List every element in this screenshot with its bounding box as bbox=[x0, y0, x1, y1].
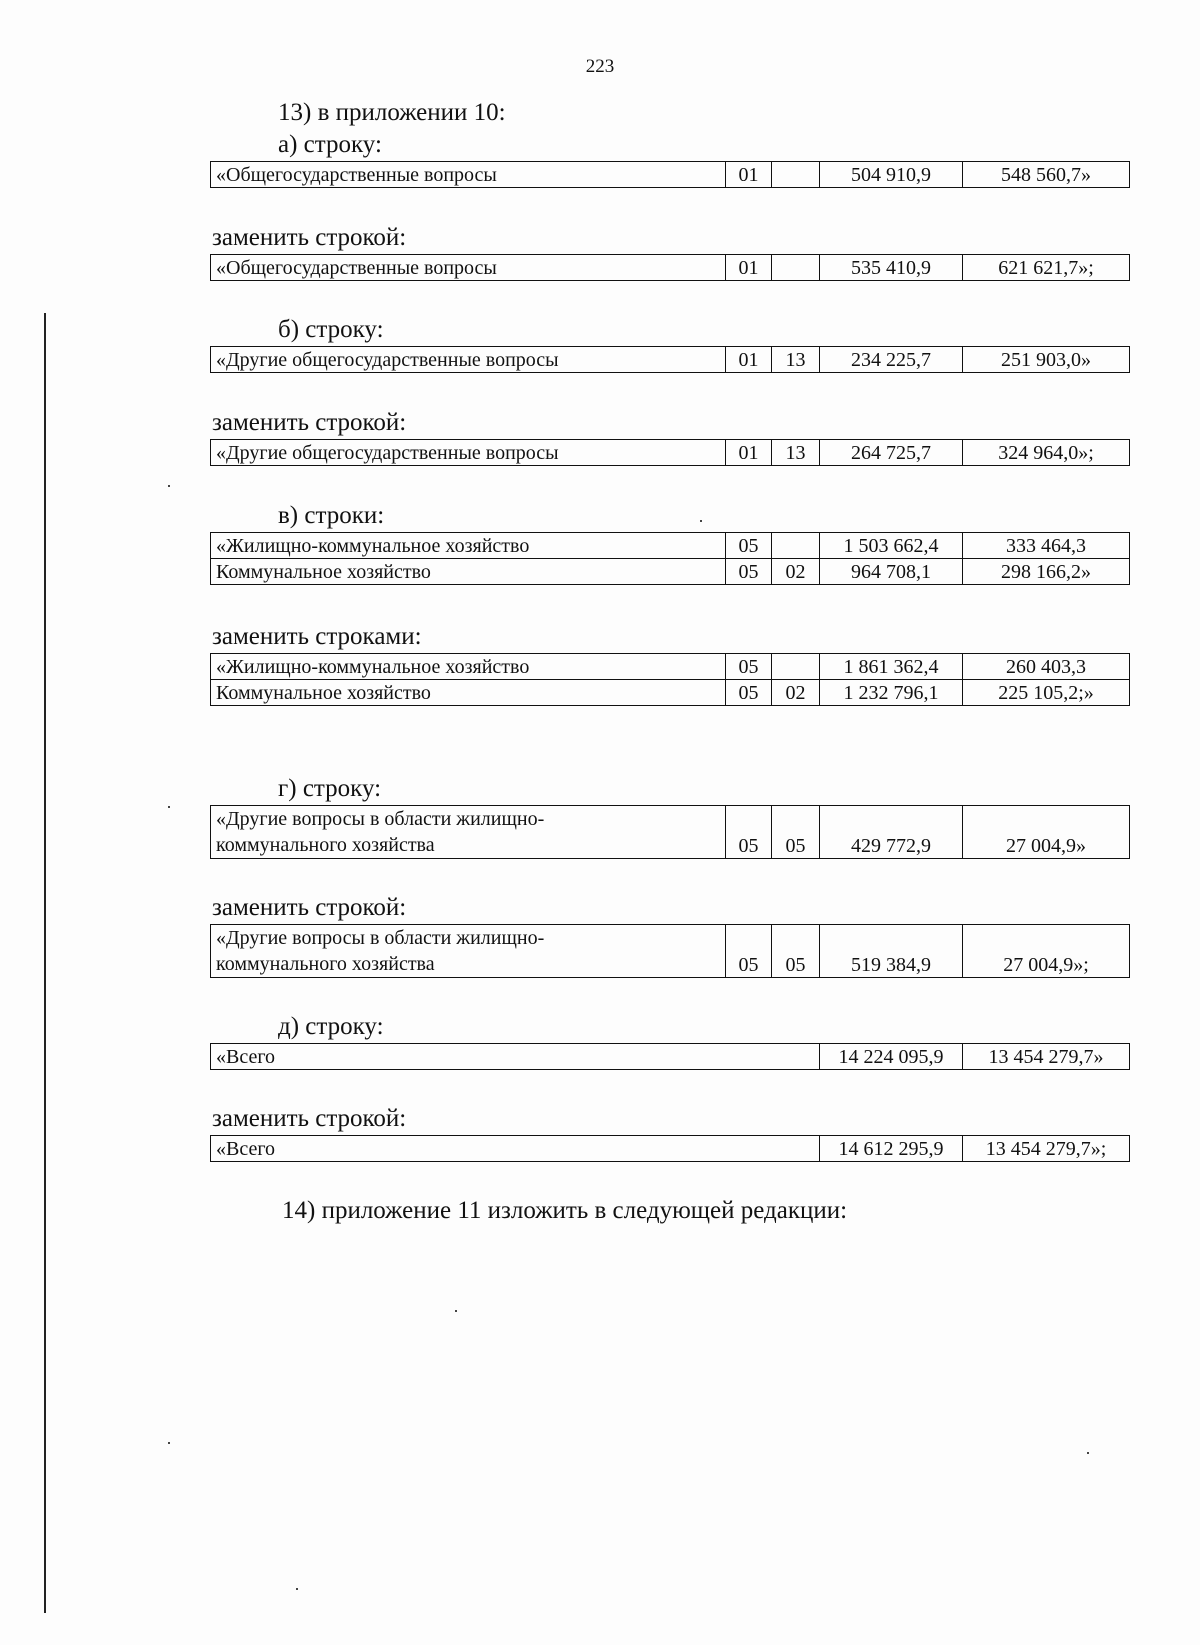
row-value-2: 225 105,2;» bbox=[963, 680, 1130, 706]
row-subsection: 05 bbox=[772, 925, 820, 978]
replace-a-label: заменить строкой: bbox=[212, 224, 407, 251]
replace-v-label: заменить строками: bbox=[212, 623, 422, 650]
subitem-g-label: г) строку: bbox=[278, 775, 382, 802]
table-row bbox=[211, 925, 1130, 978]
row-section: 01 bbox=[726, 255, 772, 281]
row-section: 05 bbox=[726, 654, 772, 680]
table-row bbox=[211, 162, 1130, 188]
row-section: 05 bbox=[726, 559, 772, 585]
row-section: 01 bbox=[726, 347, 772, 373]
table-v-new bbox=[210, 653, 1130, 706]
row-subsection: 05 bbox=[772, 806, 820, 859]
row-value-1: 519 384,9 bbox=[820, 925, 963, 978]
row-value-1: 264 725,7 bbox=[820, 440, 963, 466]
scan-speck bbox=[168, 806, 170, 808]
table-g-old bbox=[210, 805, 1130, 859]
row-name: «Жилищно-коммунальное хозяйство bbox=[211, 533, 726, 559]
row-section: 05 bbox=[726, 925, 772, 978]
row-value-2: 621 621,7»; bbox=[963, 255, 1130, 281]
row-name: «Общегосударственные вопросы bbox=[211, 162, 726, 188]
scan-speck bbox=[168, 485, 170, 487]
table-row bbox=[211, 680, 1130, 706]
row-name bbox=[211, 806, 726, 859]
row-section: 05 bbox=[726, 533, 772, 559]
row-name-line-1: «Другие вопросы в области жилищно- bbox=[216, 927, 545, 949]
row-value-2: 260 403,3 bbox=[963, 654, 1130, 680]
row-value-2: 13 454 279,7» bbox=[963, 1044, 1130, 1070]
row-subsection bbox=[772, 162, 820, 188]
scan-speck bbox=[700, 520, 702, 522]
row-value-1: 1 503 662,4 bbox=[820, 533, 963, 559]
row-value-2: 324 964,0»; bbox=[963, 440, 1130, 466]
table-row bbox=[211, 255, 1130, 281]
row-name-line-2: коммунального хозяйства bbox=[216, 834, 435, 856]
row-subsection bbox=[772, 654, 820, 680]
table-row bbox=[211, 533, 1130, 559]
page-number: 223 bbox=[585, 56, 615, 77]
row-value-2: 13 454 279,7»; bbox=[963, 1136, 1130, 1162]
table-row bbox=[211, 1136, 1130, 1162]
item-14-heading: 14) приложение 11 изложить в следующей редакции: bbox=[282, 1197, 848, 1224]
table-row bbox=[211, 654, 1130, 680]
row-subsection: 13 bbox=[772, 440, 820, 466]
table-b-new bbox=[210, 439, 1130, 466]
row-value-1: 14 224 095,9 bbox=[820, 1044, 963, 1070]
replace-g-label: заменить строкой: bbox=[212, 894, 407, 921]
subitem-v-label: в) строки: bbox=[278, 502, 385, 529]
item-13-heading: 13) в приложении 10: bbox=[278, 99, 506, 126]
table-a-new bbox=[210, 254, 1130, 281]
subitem-b-label: б) строку: bbox=[278, 316, 384, 343]
table-b-old bbox=[210, 346, 1130, 373]
scan-margin-line bbox=[44, 313, 46, 1613]
row-value-1: 964 708,1 bbox=[820, 559, 963, 585]
subitem-d-label: д) строку: bbox=[278, 1013, 384, 1040]
row-subsection: 02 bbox=[772, 559, 820, 585]
row-name: Коммунальное хозяйство bbox=[211, 559, 726, 585]
scan-speck bbox=[455, 1310, 457, 1312]
replace-d-label: заменить строкой: bbox=[212, 1105, 407, 1132]
scan-speck bbox=[168, 1442, 170, 1444]
row-value-2: 548 560,7» bbox=[963, 162, 1130, 188]
row-value-1: 535 410,9 bbox=[820, 255, 963, 281]
row-name: «Всего bbox=[211, 1044, 820, 1070]
table-row bbox=[211, 347, 1130, 373]
row-section: 01 bbox=[726, 440, 772, 466]
table-row bbox=[211, 806, 1130, 859]
scan-speck bbox=[1087, 1452, 1089, 1454]
table-d-new bbox=[210, 1135, 1130, 1162]
table-g-new bbox=[210, 924, 1130, 978]
row-name: «Другие общегосударственные вопросы bbox=[211, 440, 726, 466]
row-value-2: 251 903,0» bbox=[963, 347, 1130, 373]
row-subsection bbox=[772, 255, 820, 281]
row-value-1: 14 612 295,9 bbox=[820, 1136, 963, 1162]
row-section: 05 bbox=[726, 806, 772, 859]
row-name-line-2: коммунального хозяйства bbox=[216, 953, 435, 975]
table-d-old bbox=[210, 1043, 1130, 1070]
row-name-line-1: «Другие вопросы в области жилищно- bbox=[216, 808, 545, 830]
row-name: «Общегосударственные вопросы bbox=[211, 255, 726, 281]
row-name: «Жилищно-коммунальное хозяйство bbox=[211, 654, 726, 680]
row-subsection: 13 bbox=[772, 347, 820, 373]
row-value-2: 298 166,2» bbox=[963, 559, 1130, 585]
row-value-1: 1 232 796,1 bbox=[820, 680, 963, 706]
table-v-old bbox=[210, 532, 1130, 585]
row-subsection: 02 bbox=[772, 680, 820, 706]
row-value-2: 27 004,9»; bbox=[963, 925, 1130, 978]
row-section: 05 bbox=[726, 680, 772, 706]
row-name bbox=[211, 925, 726, 978]
table-a-old bbox=[210, 161, 1130, 188]
row-value-2: 333 464,3 bbox=[963, 533, 1130, 559]
row-value-1: 1 861 362,4 bbox=[820, 654, 963, 680]
row-value-1: 504 910,9 bbox=[820, 162, 963, 188]
row-name: «Другие общегосударственные вопросы bbox=[211, 347, 726, 373]
row-name: Коммунальное хозяйство bbox=[211, 680, 726, 706]
scan-speck bbox=[296, 1588, 298, 1590]
replace-b-label: заменить строкой: bbox=[212, 409, 407, 436]
row-value-1: 234 225,7 bbox=[820, 347, 963, 373]
row-value-1: 429 772,9 bbox=[820, 806, 963, 859]
row-section: 01 bbox=[726, 162, 772, 188]
row-name: «Всего bbox=[211, 1136, 820, 1162]
table-row bbox=[211, 440, 1130, 466]
row-value-2: 27 004,9» bbox=[963, 806, 1130, 859]
subitem-a-label: а) строку: bbox=[278, 131, 382, 158]
table-row bbox=[211, 1044, 1130, 1070]
row-subsection bbox=[772, 533, 820, 559]
table-row bbox=[211, 559, 1130, 585]
